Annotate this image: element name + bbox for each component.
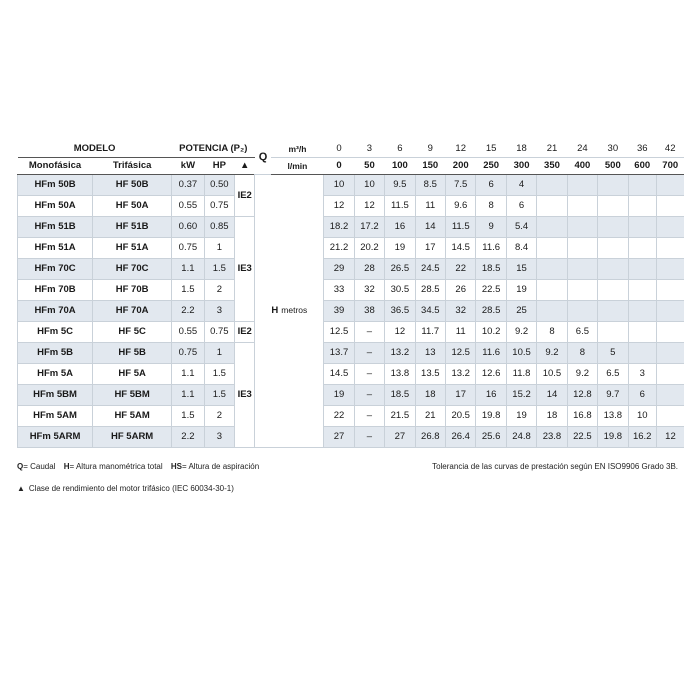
head-value xyxy=(567,238,597,259)
legend-q-key: Q xyxy=(17,462,24,471)
power-kw: 2.2 xyxy=(172,427,204,448)
head-value: 12.5 xyxy=(324,322,354,343)
head-value: 19 xyxy=(506,406,536,427)
head-value: 11.6 xyxy=(476,238,506,259)
flow-m3h-value: 9 xyxy=(415,141,445,158)
power-hp: 0.50 xyxy=(204,175,234,196)
power-kw: 0.75 xyxy=(172,238,204,259)
head-value xyxy=(628,322,656,343)
head-value: 9.2 xyxy=(506,322,536,343)
tolerance-note: Tolerancia de las curvas de prestación según EN ISO9906 Grado 3B. xyxy=(432,462,678,471)
power-kw: 1.1 xyxy=(172,364,204,385)
head-value xyxy=(656,385,684,406)
head-value: – xyxy=(354,385,384,406)
model-trifasica: HF 50A xyxy=(93,196,172,217)
flow-m3h-value: 36 xyxy=(628,141,656,158)
h-unit: metros xyxy=(281,305,308,316)
head-value: 26.5 xyxy=(385,259,415,280)
head-value xyxy=(598,196,628,217)
head-value: 25.6 xyxy=(476,427,506,448)
head-value: 13.2 xyxy=(446,364,476,385)
head-value: 19 xyxy=(385,238,415,259)
model-trifasica: HF 70C xyxy=(93,259,172,280)
head-value xyxy=(628,343,656,364)
flow-m3h-value: 15 xyxy=(476,141,506,158)
head-value xyxy=(628,259,656,280)
head-value: 32 xyxy=(354,280,384,301)
flow-lmin-value: 250 xyxy=(476,158,506,175)
head-value: 26 xyxy=(446,280,476,301)
head-value: 21 xyxy=(415,406,445,427)
head-value: 19.8 xyxy=(476,406,506,427)
efficiency-class: IE3 xyxy=(235,343,255,448)
power-hp: 1 xyxy=(204,238,234,259)
head-value: 4 xyxy=(506,175,536,196)
head-value: 9.5 xyxy=(385,175,415,196)
head-value: 10.5 xyxy=(506,343,536,364)
head-value: 18.5 xyxy=(476,259,506,280)
flow-lmin-value: 150 xyxy=(415,158,445,175)
table-row xyxy=(18,343,685,364)
model-monofasica: HFm 5B xyxy=(18,343,93,364)
head-value xyxy=(537,196,567,217)
triangle-icon: ▲ xyxy=(235,158,255,175)
table-row xyxy=(18,385,685,406)
head-value xyxy=(628,196,656,217)
head-value xyxy=(537,175,567,196)
model-monofasica: HFm 70A xyxy=(18,301,93,322)
head-value: 12.6 xyxy=(476,364,506,385)
head-value xyxy=(598,175,628,196)
model-trifasica: HF 70B xyxy=(93,280,172,301)
head-value: – xyxy=(354,427,384,448)
head-value: 6 xyxy=(476,175,506,196)
head-value: 19 xyxy=(324,385,354,406)
flow-lmin-value: 0 xyxy=(324,158,354,175)
flow-m3h-value: 0 xyxy=(324,141,354,158)
power-hp: 2 xyxy=(204,406,234,427)
efficiency-class: IE2 xyxy=(235,322,255,343)
power-kw: 0.60 xyxy=(172,217,204,238)
efficiency-class: IE2 xyxy=(235,175,255,217)
model-trifasica: HF 5AM xyxy=(93,406,172,427)
model-monofasica: HFm 50A xyxy=(18,196,93,217)
flow-m3h-value: 3 xyxy=(354,141,384,158)
head-value: 12.5 xyxy=(446,343,476,364)
legend-hs-key: HS xyxy=(170,462,183,471)
flow-lmin-value: 50 xyxy=(354,158,384,175)
head-value: 9.6 xyxy=(446,196,476,217)
model-trifasica: HF 51B xyxy=(93,217,172,238)
head-value xyxy=(598,217,628,238)
head-value xyxy=(656,196,684,217)
head-value: 20.2 xyxy=(354,238,384,259)
head-value xyxy=(537,301,567,322)
head-value: 10.5 xyxy=(537,364,567,385)
table-row xyxy=(18,196,685,217)
table-row xyxy=(18,280,685,301)
head-value xyxy=(656,280,684,301)
head-value: 26.4 xyxy=(446,427,476,448)
legend-efficiency xyxy=(17,484,234,493)
potencia-heading: POTENCIA (P₂) xyxy=(172,141,255,158)
power-kw: 0.75 xyxy=(172,343,204,364)
head-value: 11 xyxy=(446,322,476,343)
head-value: 39 xyxy=(324,301,354,322)
head-value: – xyxy=(354,343,384,364)
head-value xyxy=(567,280,597,301)
kw-heading: kW xyxy=(172,158,204,175)
model-monofasica: HFm 51B xyxy=(18,217,93,238)
head-value: 5.4 xyxy=(506,217,536,238)
table-row xyxy=(18,322,685,343)
head-value: 12.8 xyxy=(567,385,597,406)
model-trifasica: HF 5A xyxy=(93,364,172,385)
head-value: 24.8 xyxy=(506,427,536,448)
head-value: 27 xyxy=(385,427,415,448)
legend-h-key: H xyxy=(63,462,70,471)
power-kw: 1.5 xyxy=(172,406,204,427)
legend-q-text: = Caudal xyxy=(23,462,56,471)
head-value: 29 xyxy=(324,259,354,280)
head-value: 11.5 xyxy=(385,196,415,217)
head-value xyxy=(628,301,656,322)
flow-lmin-value: 500 xyxy=(598,158,628,175)
table-row xyxy=(18,238,685,259)
head-value: 21.2 xyxy=(324,238,354,259)
flow-lmin-value: 300 xyxy=(506,158,536,175)
head-value: – xyxy=(354,322,384,343)
head-value: 16.8 xyxy=(567,406,597,427)
head-value: 6.5 xyxy=(567,322,597,343)
head-value xyxy=(567,175,597,196)
head-value xyxy=(537,238,567,259)
performance-table-container xyxy=(17,141,684,448)
head-value: 34.5 xyxy=(415,301,445,322)
head-value: 11.6 xyxy=(476,343,506,364)
head-value: 3 xyxy=(628,364,656,385)
head-value: 20.5 xyxy=(446,406,476,427)
head-value: 11.8 xyxy=(506,364,536,385)
head-value: 25 xyxy=(506,301,536,322)
power-hp: 2 xyxy=(204,280,234,301)
power-hp: 1.5 xyxy=(204,259,234,280)
head-value: 18 xyxy=(415,385,445,406)
flow-lmin-value: 400 xyxy=(567,158,597,175)
head-value: 28.5 xyxy=(476,301,506,322)
power-kw: 1.1 xyxy=(172,259,204,280)
head-value: 22.5 xyxy=(567,427,597,448)
model-monofasica: HFm 5C xyxy=(18,322,93,343)
head-value: 32 xyxy=(446,301,476,322)
head-value: 16 xyxy=(385,217,415,238)
model-monofasica: HFm 5ARM xyxy=(18,427,93,448)
efficiency-class: IE3 xyxy=(235,217,255,322)
head-value: 15.2 xyxy=(506,385,536,406)
head-value xyxy=(656,343,684,364)
power-hp: 1.5 xyxy=(204,385,234,406)
model-trifasica: HF 5BM xyxy=(93,385,172,406)
head-value: 12 xyxy=(385,322,415,343)
head-value xyxy=(628,280,656,301)
flow-lmin-value: 200 xyxy=(446,158,476,175)
head-value: 6.5 xyxy=(598,364,628,385)
head-value: 22 xyxy=(446,259,476,280)
legend-h-text: = Altura manométrica total xyxy=(69,462,163,471)
head-value: 11.5 xyxy=(446,217,476,238)
head-value: 36.5 xyxy=(385,301,415,322)
table-row xyxy=(18,217,685,238)
head-value: 9.7 xyxy=(598,385,628,406)
unit-lmin: l/min xyxy=(271,158,324,175)
flow-m3h-value: 6 xyxy=(385,141,415,158)
flow-lmin-value: 700 xyxy=(656,158,684,175)
head-value: 10 xyxy=(324,175,354,196)
head-value: 10 xyxy=(354,175,384,196)
head-value: 10.2 xyxy=(476,322,506,343)
power-hp: 0.85 xyxy=(204,217,234,238)
head-value xyxy=(598,238,628,259)
head-value: 8.5 xyxy=(415,175,445,196)
model-monofasica: HFm 5AM xyxy=(18,406,93,427)
head-value: 11 xyxy=(415,196,445,217)
head-value xyxy=(628,238,656,259)
head-value: 23.8 xyxy=(537,427,567,448)
head-value: 13.2 xyxy=(385,343,415,364)
unit-m3h: m³/h xyxy=(271,141,324,158)
head-value: 24.5 xyxy=(415,259,445,280)
h-label: H xyxy=(271,305,279,317)
head-value: 12 xyxy=(656,427,684,448)
model-monofasica: HFm 70C xyxy=(18,259,93,280)
model-monofasica: HFm 50B xyxy=(18,175,93,196)
head-value: 13.5 xyxy=(415,364,445,385)
legend-hs-text: = Altura de aspiración xyxy=(182,462,260,471)
table-row xyxy=(18,259,685,280)
head-value: 19 xyxy=(506,280,536,301)
table-row xyxy=(18,427,685,448)
flow-m3h-value: 12 xyxy=(446,141,476,158)
head-value: 16 xyxy=(476,385,506,406)
power-hp: 0.75 xyxy=(204,196,234,217)
efficiency-note: Clase de rendimiento del motor trifásico (IEC 60034-30-1) xyxy=(28,484,234,493)
flow-lmin-value: 600 xyxy=(628,158,656,175)
power-hp: 0.75 xyxy=(204,322,234,343)
head-value: 11.7 xyxy=(415,322,445,343)
head-value: 14.5 xyxy=(324,364,354,385)
q-label: Q xyxy=(255,141,271,175)
head-value: 13.7 xyxy=(324,343,354,364)
head-value xyxy=(537,280,567,301)
model-trifasica: HF 50B xyxy=(93,175,172,196)
table-row xyxy=(18,406,685,427)
head-value: 22.5 xyxy=(476,280,506,301)
head-value xyxy=(656,217,684,238)
head-value: 38 xyxy=(354,301,384,322)
head-value: 15 xyxy=(506,259,536,280)
head-value: 16.2 xyxy=(628,427,656,448)
legend-abbreviations xyxy=(17,462,259,471)
head-value: 21.5 xyxy=(385,406,415,427)
head-value: 10 xyxy=(628,406,656,427)
head-value: 14 xyxy=(537,385,567,406)
head-value: 17 xyxy=(446,385,476,406)
head-value: 13.8 xyxy=(385,364,415,385)
head-value xyxy=(567,259,597,280)
head-value: 8.4 xyxy=(506,238,536,259)
model-trifasica: HF 5ARM xyxy=(93,427,172,448)
head-value xyxy=(656,322,684,343)
head-value: – xyxy=(354,364,384,385)
hp-heading: HP xyxy=(204,158,234,175)
power-hp: 3 xyxy=(204,301,234,322)
head-value xyxy=(598,301,628,322)
power-kw: 1.5 xyxy=(172,280,204,301)
head-label xyxy=(255,175,324,448)
trifasica-heading: Trifásica xyxy=(93,158,172,175)
flow-m3h-value: 24 xyxy=(567,141,597,158)
head-value xyxy=(598,259,628,280)
head-value: 8 xyxy=(537,322,567,343)
head-value: 9 xyxy=(476,217,506,238)
flow-m3h-value: 30 xyxy=(598,141,628,158)
head-value: 9.2 xyxy=(537,343,567,364)
head-value xyxy=(567,301,597,322)
head-value: 28 xyxy=(354,259,384,280)
model-monofasica: HFm 5BM xyxy=(18,385,93,406)
head-value: 6 xyxy=(506,196,536,217)
head-value xyxy=(656,238,684,259)
power-kw: 1.1 xyxy=(172,385,204,406)
table-row xyxy=(18,301,685,322)
head-value xyxy=(656,301,684,322)
head-value: 18.5 xyxy=(385,385,415,406)
pump-performance-table xyxy=(17,141,684,448)
head-value: 17 xyxy=(415,238,445,259)
head-value: 13 xyxy=(415,343,445,364)
power-kw: 0.55 xyxy=(172,322,204,343)
model-trifasica: HF 5C xyxy=(93,322,172,343)
flow-m3h-value: 42 xyxy=(656,141,684,158)
head-value xyxy=(628,217,656,238)
model-trifasica: HF 5B xyxy=(93,343,172,364)
head-value: 13.8 xyxy=(598,406,628,427)
power-hp: 3 xyxy=(204,427,234,448)
table-row xyxy=(18,364,685,385)
head-value: 33 xyxy=(324,280,354,301)
head-value: 30.5 xyxy=(385,280,415,301)
head-value: 28.5 xyxy=(415,280,445,301)
head-value: 7.5 xyxy=(446,175,476,196)
head-value: 8 xyxy=(476,196,506,217)
modelo-heading: MODELO xyxy=(18,141,172,158)
model-monofasica: HFm 70B xyxy=(18,280,93,301)
head-value: 18 xyxy=(537,406,567,427)
head-value xyxy=(537,217,567,238)
model-monofasica: HFm 51A xyxy=(18,238,93,259)
head-value xyxy=(537,259,567,280)
flow-m3h-value: 18 xyxy=(506,141,536,158)
monofasica-heading: Monofásica xyxy=(18,158,93,175)
power-hp: 1.5 xyxy=(204,364,234,385)
flow-m3h-value: 21 xyxy=(537,141,567,158)
head-value: 5 xyxy=(598,343,628,364)
flow-lmin-value: 350 xyxy=(537,158,567,175)
head-value: 14 xyxy=(415,217,445,238)
power-hp: 1 xyxy=(204,343,234,364)
head-value xyxy=(628,175,656,196)
power-kw: 2.2 xyxy=(172,301,204,322)
head-value: 17.2 xyxy=(354,217,384,238)
head-value: 14.5 xyxy=(446,238,476,259)
head-value xyxy=(656,364,684,385)
head-value xyxy=(656,175,684,196)
table-row xyxy=(18,175,685,196)
power-kw: 0.37 xyxy=(172,175,204,196)
head-value xyxy=(567,196,597,217)
head-value: 12 xyxy=(354,196,384,217)
power-kw: 0.55 xyxy=(172,196,204,217)
head-value xyxy=(598,280,628,301)
head-value: 8 xyxy=(567,343,597,364)
head-value xyxy=(656,406,684,427)
head-value: 27 xyxy=(324,427,354,448)
head-value: – xyxy=(354,406,384,427)
head-value: 26.8 xyxy=(415,427,445,448)
head-value: 6 xyxy=(628,385,656,406)
head-value xyxy=(567,217,597,238)
head-value: 22 xyxy=(324,406,354,427)
head-value: 12 xyxy=(324,196,354,217)
head-value: 18.2 xyxy=(324,217,354,238)
model-trifasica: HF 70A xyxy=(93,301,172,322)
head-value: 19.8 xyxy=(598,427,628,448)
triangle-icon: ▲ xyxy=(17,484,25,493)
model-trifasica: HF 51A xyxy=(93,238,172,259)
head-value: 9.2 xyxy=(567,364,597,385)
head-value xyxy=(656,259,684,280)
model-monofasica: HFm 5A xyxy=(18,364,93,385)
flow-lmin-value: 100 xyxy=(385,158,415,175)
head-value xyxy=(598,322,628,343)
